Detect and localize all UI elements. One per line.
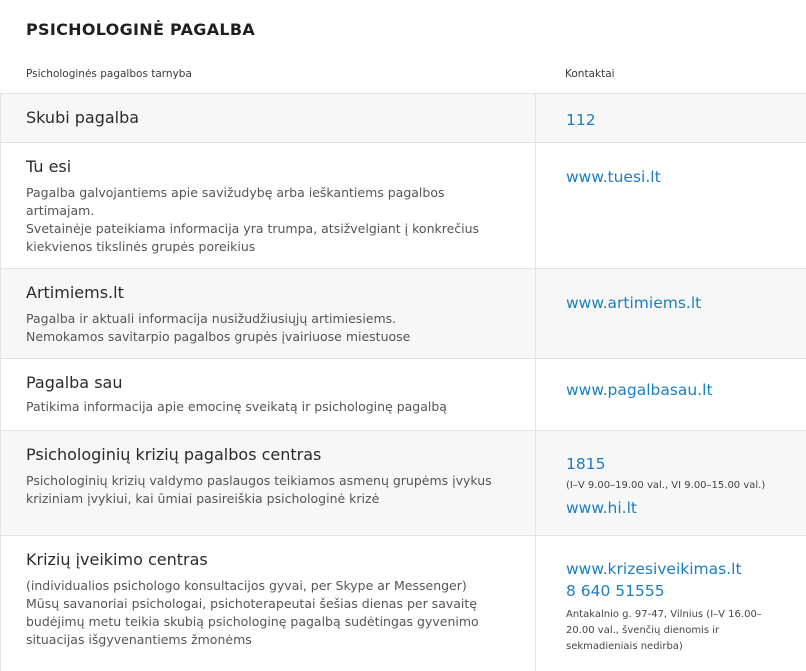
contact-phone-link[interactable]: 8 640 51555 xyxy=(566,582,665,600)
contact-website-link[interactable]: www.hi.lt xyxy=(566,499,637,517)
address-line: Antakalnio g. 97-47, Vilnius (I–V 16.00– xyxy=(566,609,762,620)
description-line: Psichologinių krizių valdymo paslaugos teikiamos asmenų grupėms įvykus xyxy=(26,473,492,488)
description-line: artimajam. xyxy=(26,203,95,218)
working-hours-note: (I–V 9.00–19.00 val., VI 9.00–15.00 val.) xyxy=(566,480,766,491)
contacts-cell xyxy=(535,269,806,358)
service-name: Artimiems.lt xyxy=(26,283,124,302)
description-line: Mūsų savanoriai psichologai, psichoterapeutai šešias dienas per savaitę xyxy=(26,596,477,611)
description-line: kiekvienos tikslinės grupės poreikius xyxy=(26,239,256,254)
service-name: Krizių įveikimo centras xyxy=(26,550,208,569)
service-description xyxy=(26,577,535,649)
service-cell xyxy=(1,94,535,142)
contacts-cell xyxy=(535,359,806,430)
page-title: PSICHOLOGINĖ PAGALBA xyxy=(26,20,256,39)
service-name: Psichologinių krizių pagalbos centras xyxy=(26,445,322,464)
description-line: kriziniam įvykiui, kai ūmiai pasireiškia psichologinė krizė xyxy=(26,491,380,506)
service-cell xyxy=(1,143,535,268)
service-description xyxy=(26,398,535,416)
description-line: (individualios psichologo konsultacijos gyvai, per Skype ar Messenger) xyxy=(26,578,467,593)
contact-website-link[interactable]: www.artimiems.lt xyxy=(566,294,702,312)
contact-website-link[interactable]: www.tuesi.lt xyxy=(566,168,661,186)
description-line: budėjimų metu teikia skubią psichologinę pagalbą sudėtingas gyvenimo xyxy=(26,614,479,629)
table-row xyxy=(1,269,806,359)
services-table xyxy=(0,93,806,671)
table-row xyxy=(1,359,806,431)
service-name: Tu esi xyxy=(26,157,72,176)
service-cell xyxy=(1,269,535,358)
column-header-service: Psichologinės pagalbos tarnyba xyxy=(26,68,192,80)
contact-website-link[interactable]: www.krizesiveikimas.lt xyxy=(566,560,742,578)
contact-website-link[interactable]: www.pagalbasau.lt xyxy=(566,381,713,399)
table-row xyxy=(1,536,806,671)
contacts-cell xyxy=(535,143,806,268)
table-row xyxy=(1,94,806,143)
service-name: Skubi pagalba xyxy=(26,108,140,127)
contacts-cell xyxy=(535,94,806,142)
description-line: Patikima informacija apie emocinę sveikatą ir psichologinę pagalbą xyxy=(26,399,447,414)
description-line: Nemokamos savitarpio pagalbos grupės įvairiuose miestuose xyxy=(26,329,411,344)
service-cell xyxy=(1,359,535,430)
column-header-contacts: Kontaktai xyxy=(565,68,615,80)
description-line: Pagalba ir aktuali informacija nusižudžiusiųjų artimiesiems. xyxy=(26,311,397,326)
address-line: 20.00 val., švenčių dienomis ir xyxy=(566,625,720,636)
service-description xyxy=(26,310,535,346)
contact-phone-link[interactable]: 112 xyxy=(566,111,596,129)
address-line: sekmadieniais nedirba) xyxy=(566,641,683,652)
description-line: Svetainėje pateikiama informacija yra trumpa, atsižvelgiant į konkrečius xyxy=(26,221,480,236)
contact-phone-link[interactable]: 1815 xyxy=(566,455,606,473)
table-header xyxy=(0,68,806,92)
service-name: Pagalba sau xyxy=(26,373,123,392)
table-row xyxy=(1,143,806,269)
contacts-cell xyxy=(535,536,806,671)
address-note xyxy=(566,607,796,655)
service-cell xyxy=(1,536,535,671)
description-line: situacijas išgyvenantiems žmonėms xyxy=(26,632,252,647)
service-cell xyxy=(1,431,535,535)
description-line: Pagalba galvojantiems apie savižudybę arba ieškantiems pagalbos xyxy=(26,185,445,200)
service-description xyxy=(26,472,535,508)
service-description xyxy=(26,184,535,256)
contacts-cell xyxy=(535,431,806,535)
table-row xyxy=(1,431,806,536)
